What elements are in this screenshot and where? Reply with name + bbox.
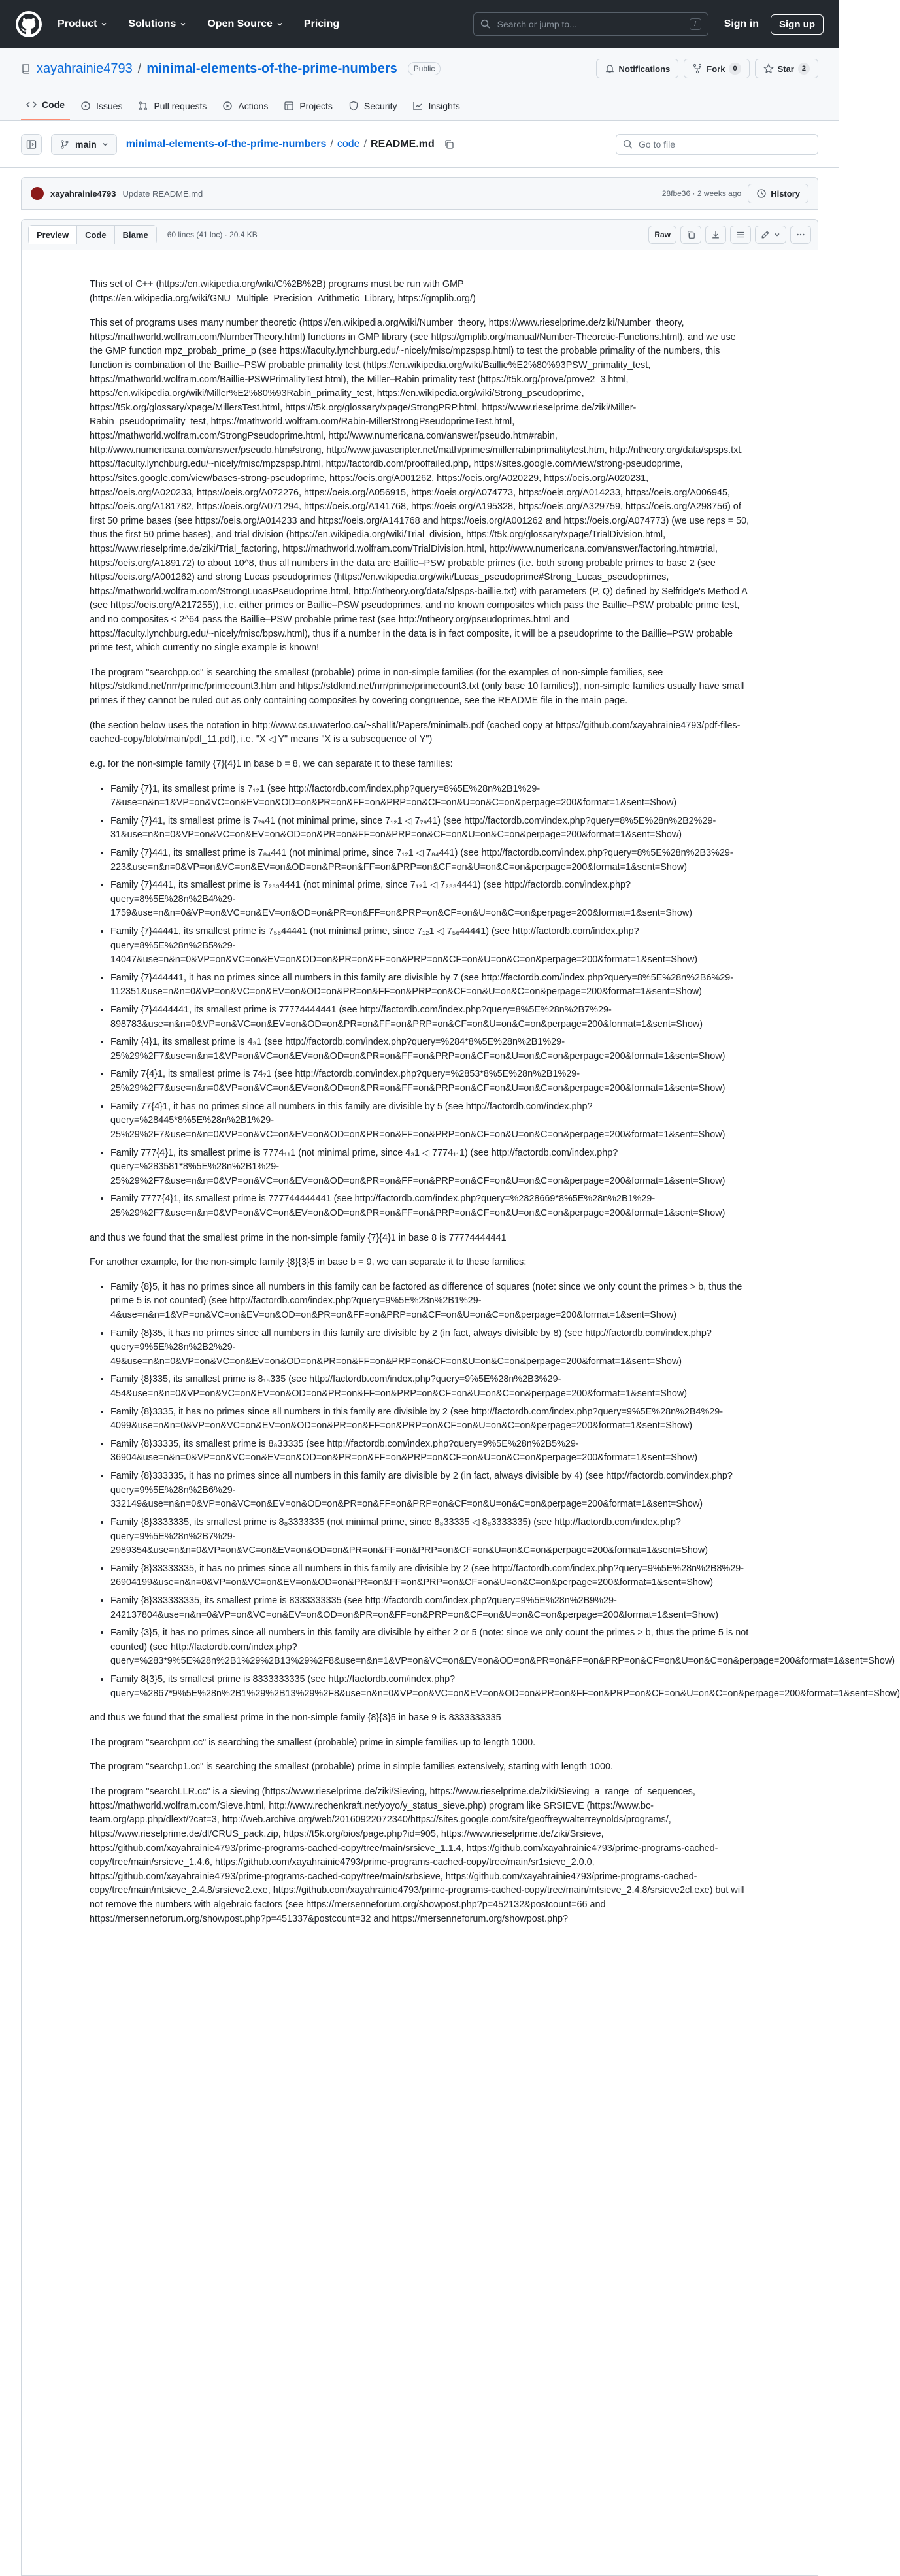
paragraph-searchpm: The program "searchpm.cc" is searching the smallest (probable) prime in simple families up to length 1000. xyxy=(90,1737,536,1748)
fork-count: 0 xyxy=(729,63,741,75)
github-logo-icon[interactable] xyxy=(16,11,42,37)
table-icon xyxy=(284,101,294,111)
branch-name: main xyxy=(75,139,97,150)
list-item: • Family {8}33333335, it has no primes since all numbers in this family are divisible by 2 (see http://factordb.com/index.php?query=9%5E%28n%2B8%29-26904199&use=n&n=0&VP=on&VC=on&EV=on&OD=on&PR=on&FF=on&PRP=on&CF=on&U=on&C=on&perpage=200&format=1&sent=Show) xyxy=(110,1562,750,1590)
fork-label: Fork xyxy=(707,63,725,74)
paragraph-example-2-result: and thus we found that the smallest prime in the non-simple family {8}{3}5 in base 9 is 8333333335 xyxy=(90,1713,501,1724)
kebab-horizontal-icon xyxy=(796,230,805,239)
list-item: • Family {7}444441, it has no primes since all numbers in this family are divisible by 7 (see http://factordb.com/index.php?query=8%5E%28n%2B6%29-112351&use=n&n=0&VP=on&VC=on&EV=on&OD=on&PR=on&FF=on&PRP=on&CF=on&U=on&C=on&perpage=200&format=1&sent=Show) xyxy=(110,971,750,999)
tab-code[interactable] xyxy=(21,99,70,120)
branch-selector[interactable] xyxy=(51,134,117,155)
latest-commit-bar xyxy=(21,177,818,210)
nav-solutions[interactable] xyxy=(128,18,186,30)
view-mode-switch xyxy=(28,225,157,244)
nav-product-label: Product xyxy=(58,18,97,29)
nav-open-source[interactable] xyxy=(207,18,283,30)
list-item: • Family {8}335, its smallest prime is 8₁₅335 (see http://factordb.com/index.php?query=9%5E%28n%2B3%29-454&use=n&n=0&VP=on&VC=on&EV=on&OD=on&PR=on&FF=on&PRP=on&CF=on&U=on&C=on&perpage=200&format=1&sent=Show) xyxy=(110,1373,750,1401)
nav-pricing-label: Pricing xyxy=(303,18,340,29)
issue-icon xyxy=(80,101,91,111)
list-item: • Family {7}41, its smallest prime is 7₇₉41 (not minimal prime, since 7₁₂1 ◁ 7₇₉41) (see http://factordb.com/index.php?query=8%5E%28n%2B2%29-31&use=n&n=0&VP=on&VC=on&EV=on&OD=on&PR=on&FF=on&PRP=on&CF=on&U=on&C=on&perpage=200&format=1&sent=Show) xyxy=(110,814,750,843)
graph-icon xyxy=(412,101,423,111)
list-item: • Family {7}1, its smallest prime is 7₁₂1 (see http://factordb.com/index.php?query=8%5E%28n%2B1%29-7&use=n&n=1&VP=on&VC=on&EV=on&OD=on&PR=on&FF=on&PRP=on&CF=on&U=on&C=on&perpage=200&format=1&sent=Show) xyxy=(110,782,750,811)
chevron-down-icon xyxy=(101,21,107,27)
nav-product[interactable] xyxy=(58,18,107,30)
list-item: • Family {7}44441, its smallest prime is 7₅₆44441 (not minimal prime, since 7₁₂1 ◁ 7₅₆44441) (see http://factordb.com/index.php?query=8%5E%28n%2B5%29-14047&use=n&n=0&VP=on&VC=on&EV=on&OD=on&PR=on&FF=on&PRP=on&CF=on&U=on&C=on&perpage=200&format=1&sent=Show) xyxy=(110,925,750,967)
commit-author-link[interactable]: xayahrainie4793 xyxy=(50,188,116,199)
repo-title-row xyxy=(0,48,839,89)
chevron-down-icon xyxy=(276,21,283,27)
avatar[interactable] xyxy=(31,187,44,200)
list-item: • Family {3}5, it has no primes since all numbers in this family are divisible by either 2 or 5 (note: since we only count the primes > b, thus the prime 5 is not counted) (see http://factordb.com/index.php?query=%283*9%5E%28n%2B1%29%2B13%29%2F8&use=n&n=1&VP=on&VC=on&EV=on&OD=on&PR=on&FF=on&PRP=on&CF=on&U=on&C=on&perpage=200&format=1&sent=Show) xyxy=(110,1626,750,1669)
tab-pull-requests[interactable] xyxy=(133,101,212,120)
go-to-file-input[interactable] xyxy=(616,134,818,155)
nav-pricing[interactable] xyxy=(304,18,339,30)
list-item: • Family 777{4}1, its smallest prime is 7774₁₁1 (not minimal prime, since 4₃1 ◁ 7774₁₁1) (see http://factordb.com/index.php?query=%283581*8%5E%28n%2B1%29-25%29%2F7&use=n&n=0&VP=on&VC=on&EV=on&OD=on&PR=on&FF=on&PRP=on&CF=on&U=on&C=on&perpage=200&format=1&sent=Show) xyxy=(110,1146,750,1189)
copy-icon xyxy=(686,230,695,239)
symbols-button[interactable] xyxy=(730,226,751,244)
tab-pull-requests-label: Pull requests xyxy=(154,101,207,111)
list-item: • Family 7{4}1, its smallest prime is 74₇1 (see http://factordb.com/index.php?query=%2853*8%5E%28n%2B1%29-25%29%2F7&use=n&n=0&VP=on&VC=on&EV=on&OD=on&PR=on&FF=on&PRP=on&CF=on&U=on&C=on&perpage=200&format=1&sent=Show) xyxy=(110,1067,750,1096)
breadcrumb-dir-link[interactable]: code xyxy=(337,138,360,150)
download-icon xyxy=(711,230,720,239)
pull-request-icon xyxy=(138,101,148,111)
repo-name-link[interactable]: minimal-elements-of-the-prime-numbers xyxy=(146,61,397,76)
top-nav xyxy=(58,18,339,30)
breadcrumb-separator: / xyxy=(363,138,367,150)
star-count: 2 xyxy=(798,63,810,75)
file-tools xyxy=(648,226,811,244)
repo-title-separator: / xyxy=(137,61,142,76)
list-item: • Family {4}1, its smallest prime is 4₃1 (see http://factordb.com/index.php?query=%284*8%5E%28n%2B1%29-25%29%2F7&use=n&n=1&VP=on&VC=on&EV=on&OD=on&PR=on&FF=on&PRP=on&CF=on&U=on&C=on&perpage=200&format=1&sent=Show) xyxy=(110,1035,750,1063)
history-button[interactable] xyxy=(748,184,808,203)
breadcrumb-file-name: README.md xyxy=(371,138,435,150)
sidebar-expand-icon xyxy=(26,139,37,150)
expand-file-tree-button[interactable] xyxy=(21,134,42,155)
nav-open-source-label: Open Source xyxy=(207,18,273,29)
paragraph-searchpp: The program "searchpp.cc" is searching the smallest (probable) prime in non-simple families (for the examples of non-simple families, see https://stdkmd.net/nrr/prime/primecount3.htm and https://stdkmd.net/nrr/prime/primecount3.txt (only base 10 families)), non-simple families usually have small primes if they cannot be ruled out as only containing composites by covering congruence, see the README file in the main page. xyxy=(90,667,744,707)
breadcrumb-separator: / xyxy=(330,138,333,150)
repo-owner-link[interactable]: xayahrainie4793 xyxy=(37,61,133,76)
branch-icon xyxy=(59,139,70,150)
list-item: • Family {7}441, its smallest prime is 7₈₄441 (not minimal prime, since 7₁₂1 ◁ 7₈₄441) (see http://factordb.com/index.php?query=8%5E%28n%2B3%29-223&use=n&n=0&VP=on&VC=on&EV=on&OD=on&PR=on&FF=on&PRP=on&CF=on&U=on&C=on&perpage=200&format=1&sent=Show) xyxy=(110,846,750,875)
list-item: • Family {7}4441, its smallest prime is 7₂₃₃4441 (not minimal prime, since 7₁₂1 ◁ 7₂₃₃4441) (see http://factordb.com/index.php?query=8%5E%28n%2B4%29-1759&use=n&n=0&VP=on&VC=on&EV=on&OD=on&PR=on&FF=on&PRP=on&CF=on&U=on&C=on&perpage=200&format=1&sent=Show) xyxy=(110,878,750,921)
copy-path-icon[interactable] xyxy=(444,139,454,150)
search-icon xyxy=(623,139,633,150)
code-icon xyxy=(26,99,37,110)
star-button[interactable] xyxy=(755,59,818,78)
paragraph-gmp-intro: This set of C++ (https://en.wikipedia.org/wiki/C%2B%2B) programs must be run with GMP (https://en.wikipedia.org/wiki/GNU_Multiple_Precision_Arithmetic_Library, https://gmplib.org/) xyxy=(90,279,476,304)
list-item: • Family {7}4444441, its smallest prime is 77774444441 (see http://factordb.com/index.php?query=8%5E%28n%2B7%29-898783&use=n&n=0&VP=on&VC=on&EV=on&OD=on&PR=on&FF=on&PRP=on&CF=on&U=on&C=on&perpage=200&format=1&sent=Show) xyxy=(110,1003,750,1031)
chevron-down-icon xyxy=(774,231,780,238)
chevron-down-icon xyxy=(102,141,108,148)
file-toolbar xyxy=(21,219,818,250)
commit-message-link[interactable]: Update README.md xyxy=(122,188,203,199)
global-search-input[interactable] xyxy=(473,12,708,36)
history-label: History xyxy=(771,188,800,199)
list-item: • Family {8}3335, it has no primes since all numbers in this family are divisible by 2 (see http://factordb.com/index.php?query=9%5E%28n%2B4%29-4099&use=n&n=0&VP=on&VC=on&EV=on&OD=on&PR=on&FF=on&PRP=on&CF=on&U=on&C=on&perpage=200&format=1&sent=Show) xyxy=(110,1405,750,1433)
breadcrumb-repo-link[interactable]: minimal-elements-of-the-prime-numbers xyxy=(125,138,327,150)
paragraph-example-1-result: and thus we found that the smallest prime in the non-simple family {7}{4}1 in base 8 is 77774444441 xyxy=(90,1232,507,1243)
repo-header xyxy=(0,48,839,121)
list-item: • Family {8}333335, it has no primes since all numbers in this family are divisible by 2 (in fact, always divisible by 4) (see http://factordb.com/index.php?query=9%5E%28n%2B6%29-332149&use=n&n=0&VP=on&VC=on&EV=on&OD=on&PR=on&FF=on&PRP=on&CF=on&U=on&C=on&perpage=200&format=1&sent=Show) xyxy=(110,1469,750,1512)
go-to-file-placeholder: Go to file xyxy=(639,139,676,150)
fork-button[interactable] xyxy=(684,59,749,78)
tab-projects[interactable] xyxy=(278,101,338,120)
list-item: • Family {8}33335, its smallest prime is 8₈33335 (see http://factordb.com/index.php?query=9%5E%28n%2B5%29-36904&use=n&n=0&VP=on&VC=on&EV=on&OD=on&PR=on&FF=on&PRP=on&CF=on&U=on&C=on&perpage=200&format=1&sent=Show) xyxy=(110,1437,750,1465)
history-icon xyxy=(756,188,767,199)
sign-up-button[interactable]: Sign up xyxy=(771,14,824,35)
star-label: Star xyxy=(777,63,794,74)
blame-tab[interactable]: Blame xyxy=(115,226,156,244)
paragraph-notation: (the section below uses the notation in http://www.cs.uwaterloo.ca/~shallit/Papers/minimal5.pdf (cached copy at https://github.com/xayahrainie4793/pdf-files-cached-copy/blob/main/pdf_11.pdf), i.e. "X ◁ Y" means "X is a subsequence of Y") xyxy=(90,720,741,745)
edit-file-button[interactable] xyxy=(755,226,786,244)
play-icon xyxy=(222,101,233,111)
list-item: • Family {8}5, it has no primes since all numbers in this family can be factored as difference of squares (note: since we only count the primes > b, thus the prime 5 is not counted) (see http://factordb.com/index.php?query=9%5E%28n%2B1%29-4&use=n&n=1&VP=on&VC=on&EV=on&OD=on&PR=on&FF=on&PRP=on&CF=on&U=on&C=on&perpage=200&format=1&sent=Show) xyxy=(110,1280,750,1323)
tab-security[interactable] xyxy=(343,101,403,120)
chevron-down-icon xyxy=(180,21,186,27)
search-placeholder: Search or jump to... xyxy=(497,19,577,29)
list-item: • Family {8}333333335, its smallest prime is 8333333335 (see http://factordb.com/index.php?query=9%5E%28n%2B9%29-242137804&use=n&n=0&VP=on&VC=on&EV=on&OD=on&PR=on&FF=on&PRP=on&CF=on&U=on&C=on&perpage=200&format=1&sent=Show) xyxy=(110,1594,750,1622)
tab-insights-label: Insights xyxy=(428,101,460,111)
repo-tabs xyxy=(0,89,839,120)
shield-icon xyxy=(348,101,359,111)
raw-label: Raw xyxy=(654,230,671,239)
readme-content xyxy=(21,250,900,2576)
notifications-label: Notifications xyxy=(618,63,671,74)
bell-icon xyxy=(605,63,615,74)
copy-raw-button[interactable] xyxy=(680,226,701,244)
paragraph-example-1-intro: e.g. for the non-simple family {7}{4}1 in base b = 8, we can separate it to these families: xyxy=(90,758,453,769)
tab-actions-label: Actions xyxy=(238,101,269,111)
fork-icon xyxy=(692,63,703,74)
paragraph-example-2-intro: For another example, for the non-simple family {8}{3}5 in base b = 9, we can separate it to these families: xyxy=(90,1257,527,1268)
family-list-base-9 xyxy=(90,1280,900,1701)
list-item: • Family {8}3333335, its smallest prime is 8₈3333335 (not minimal prime, since 8₈33335 ◁ 8₈3333335) (see http://factordb.com/index.php?query=9%5E%28n%2B7%29-2989354&use=n&n=0&VP=on&VC=on&EV=on&OD=on&PR=on&FF=on&PRP=on&CF=on&U=on&C=on&perpage=200&format=1&sent=Show) xyxy=(110,1516,750,1558)
preview-tab[interactable]: Preview xyxy=(29,226,77,244)
sign-in-link[interactable]: Sign in xyxy=(724,18,759,29)
family-list-base-8 xyxy=(90,782,750,1221)
tab-issues[interactable] xyxy=(75,101,127,120)
search-shortcut-key: / xyxy=(690,18,701,30)
global-header xyxy=(0,0,839,48)
notifications-button[interactable] xyxy=(596,59,679,78)
more-options-button[interactable] xyxy=(790,226,811,244)
paragraph-searchp1: The program "searchp1.cc" is searching the smallest (probable) prime in simple families extensively, starting with length 1000. xyxy=(90,1762,613,1773)
tab-security-label: Security xyxy=(363,101,397,111)
visibility-badge: Public xyxy=(408,62,441,75)
repo-icon xyxy=(21,63,31,74)
file-breadcrumb-row xyxy=(0,121,839,168)
list-item: • Family {8}35, it has no primes since all numbers in this family are divisible by 2 (in fact, always divisible by 8) (see http://factordb.com/index.php?query=9%5E%28n%2B2%29-49&use=n&n=0&VP=on&VC=on&EV=on&OD=on&PR=on&FF=on&PRP=on&CF=on&U=on&C=on&perpage=200&format=1&sent=Show) xyxy=(110,1327,750,1369)
paragraph-searchllr: The program "searchLLR.cc" is a sieving (https://www.rieselprime.de/ziki/Sieving, https://www.rieselprime.de/ziki/Sieving_a_range_of_sequences, https://mathworld.wolfram.com/Sieve.html, http://www.rechenkraft.net/yoyo/y_status_sieve.php) program like SRSIEVE (https://www.bc-team.org/app.php/dlext/?cat=3, http://web.archive.org/web/20160922072340/https://sites.google.com/site/geoffreywalterreynolds/programs/, https://www.rieselprime.de/dl/CRUS_pack.zip, https://t5k.org/bios/page.php?id=905, https://www.rieselprime.de/ziki/Srsieve, https://github.com/xayahrainie4793/prime-programs-cached-copy/tree/main/srsieve_1.1.4, https://github.com/xayahrainie4793/prime-programs-cached-copy/tree/main/srsieve_1.4.6, https://github.com/xayahrainie4793/prime-programs-cached-copy/tree/main/sr1sieve_2.0.0, https://github.com/xayahrainie4793/prime-programs-cached-copy/tree/main/srbsieve, https://github.com/xayahrainie4793/prime-programs-cached-copy/tree/main/mtsieve_2.4.8/srsieve2.exe, https://github.com/xayahrainie4793/prime-programs-cached-copy/tree/main/mtsieve_2.4.8/srsieve2cl.exe) but will not remove the numbers with algebraic factors (see https://mersenneforum.org/showpost.php?p=452132&postcount=66 and https://mersenneforum.org/showpost.php?p=451337&postcount=32 and https://mersenneforum.org/showpost.php? xyxy=(90,1786,744,1924)
paragraph-number-theory: This set of programs uses many number theoretic (https://en.wikipedia.org/wiki/Number_theory, https://www.rieselprime.de/ziki/Number_theory, https://mathworld.wolfram.com/NumberTheory.html) functions in GMP library (see https://gmplib.org/manual/Number-Theoretic-Functions.html), and we use the GMP function mpz_probab_prime_p (see https://faculty.lynchburg.edu/~nicely/misc/mpzspsp.html) to test the probable primality of the numbers, this function is combination of the Baillie–PSW probable primality test (https://en.wikipedia.org/wiki/Baillie%E2%80%93PSW_primality_test, https://mathworld.wolfram.com/Baillie-PSWPrimalityTest.html), the Miller–Rabin primality test (https://t5k.org/prove/prove2_3.html, https://en.wikipedia.org/wiki/Miller%E2%80%93Rabin_primality_test, https://en.wikipedia.org/wiki/Strong_pseudoprime, https://t5k.org/glossary/xpage/MillersTest.html, https://t5k.org/glossary/xpage/StrongPRP.html, https://www.rieselprime.de/ziki/Miller-Rabin_pseudoprimality_test, https://mathworld.wolfram.com/Rabin-MillerStrongPseudoprimeTest.html, https://mathworld.wolfram.com/StrongPseudoprime.html, http://www.numericana.com/answer/pseudo.htm#rabin, http://www.numericana.com/answer/pseudo.htm#strong, http://www.javascripter.net/math/primes/millerrabinprimalitytest.htm, http://ntheory.org/data/spsps.txt, https://faculty.lynchburg.edu/~nicely/misc/mpzspsp.html, http://factordb.com/prooffailed.php, https://sites.google.com/view/strong-pseudoprime, https://sites.google.com/view/bases-strong-pseudoprime, https://oeis.org/A001262, https://oeis.org/A020229, https://oeis.org/A020231, https://oeis.org/A020233, https://oeis.org/A072276, https://oeis.org/A056915, https://oeis.org/A074773, https://oeis.org/A014233, https://oeis.org/A006945, https://oeis.org/A181782, https://oeis.org/A071294, https://oeis.org/A141768, https://oeis.org/A195328, https://oeis.org/A329759, https://oeis.org/A298756) of first 50 prime bases (see https://oeis.org/A014233 and https://oeis.org/A141768 and https://oeis.org/A001262 and https://oeis.org/A074773) (we use reps = 50, thus the first 50 prime bases), and trial division (https://en.wikipedia.org/wiki/Trial_division, https://t5k.org/glossary/xpage/TrialDivision.html, https://www.rieselprime.de/ziki/Trial_factoring, https://mathworld.wolfram.com/TrialDivision.html, http://www.numericana.com/answer/factoring.htm#trial, https://oeis.org/A189172) to about 10^8, thus all numbers in the data are Baillie–PSW probable primes (i.e. both strong probable primes to base 2 (see https://oeis.org/A001262) and strong Lucas pseudoprimes (https://en.wikipedia.org/wiki/Lucas_pseudoprime#Strong_Lucas_pseudoprimes, https://mathworld.wolfram.com/StrongLucasPseudoprime.html, http://ntheory.org/data/slpsps-baillie.txt) with parameters (P, Q) defined by Selfridge's Method A (see https://oeis.org/A217255)), i.e. either primes or Baillie–PSW pseudoprimes, and no known composites which pass the Baillie–PSW probable prime test, and no composites < 2^64 pass the Baillie–PSW probable prime test (see http://ntheory.org/pseudoprimes.html and https://faculty.lynchburg.edu/~nicely/misc/bpsw.html), thus if a number in the data is in fact composite, it will be a pseudoprime to the Baillie–PSW probable prime test, which currently no single example is known! xyxy=(90,318,750,654)
tab-issues-label: Issues xyxy=(96,101,123,111)
list-item: • Family 7777{4}1, its smallest prime is 777744444441 (see http://factordb.com/index.php?query=%2828669*8%5E%28n%2B1%29-25%29%2F7&use=n&n=0&VP=on&VC=on&EV=on&OD=on&PR=on&FF=on&PRP=on&CF=on&U=on&C=on&perpage=200&format=1&sent=Show) xyxy=(110,1192,750,1220)
file-meta: 60 lines (41 loc) · 20.4 KB xyxy=(167,230,258,239)
list-item: • Family 8{3}5, its smallest prime is 8333333335 (see http://factordb.com/index.php?query=%2867*9%5E%28n%2B1%29%2B13%29%2F8&use=n&n=0&VP=on&VC=on&EV=on&OD=on&PR=on&FF=on&PRP=on&CF=on&U=on&C=on&perpage=200&format=1&sent=Show) xyxy=(110,1673,750,1701)
pencil-icon xyxy=(761,230,770,239)
raw-button[interactable] xyxy=(648,226,676,244)
list-icon xyxy=(736,230,745,239)
breadcrumb xyxy=(126,139,435,150)
list-item: • Family 77{4}1, it has no primes since all numbers in this family are divisible by 5 (see http://factordb.com/index.php?query=%28445*8%5E%28n%2B1%29-25%29%2F7&use=n&n=0&VP=on&VC=on&EV=on&OD=on&PR=on&FF=on&PRP=on&CF=on&U=on&C=on&perpage=200&format=1&sent=Show) xyxy=(110,1100,750,1143)
download-button[interactable] xyxy=(705,226,726,244)
code-view-tab[interactable]: Code xyxy=(77,226,115,244)
tab-code-label: Code xyxy=(42,99,65,110)
repo-actions xyxy=(596,59,818,78)
nav-solutions-label: Solutions xyxy=(128,18,176,29)
commit-meta: 28fbe36 · 2 weeks ago xyxy=(661,189,742,198)
star-icon xyxy=(763,63,774,74)
tab-actions[interactable] xyxy=(217,101,273,120)
tab-insights[interactable] xyxy=(407,101,465,120)
search-icon xyxy=(480,19,491,29)
tab-projects-label: Projects xyxy=(299,101,333,111)
